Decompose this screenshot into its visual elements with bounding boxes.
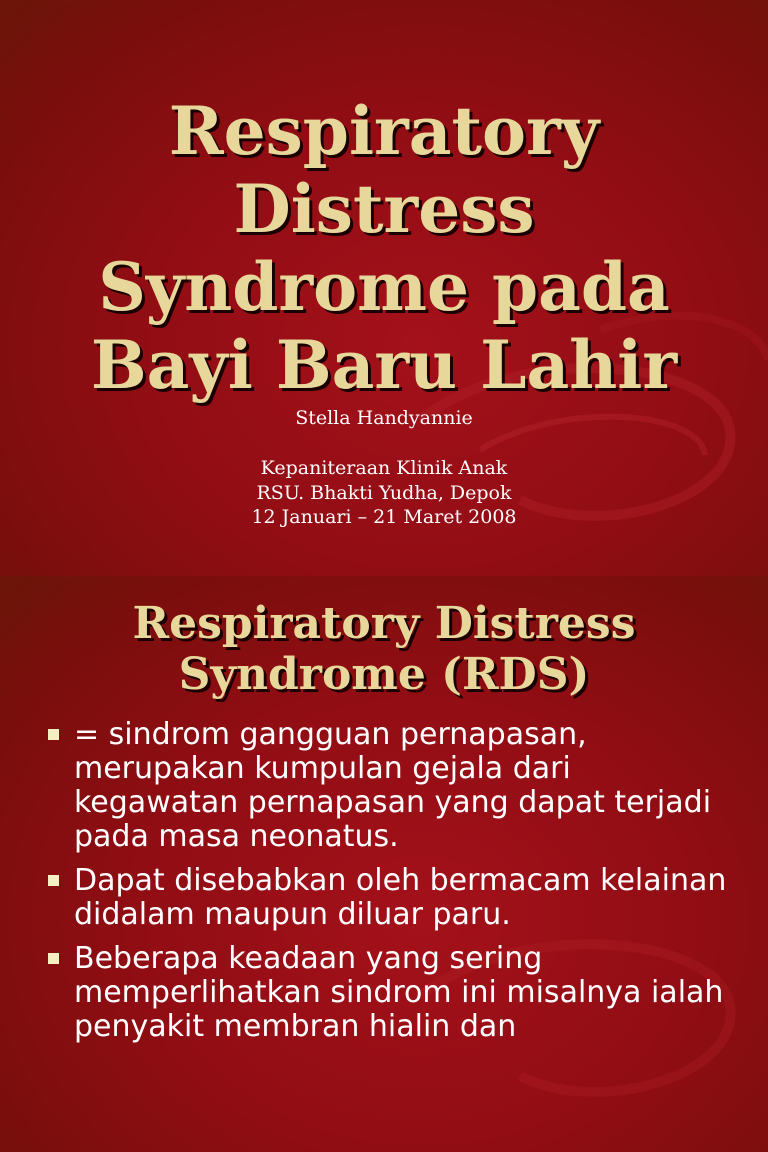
info-line: RSU. Bhakti Yudha, Depok xyxy=(256,481,512,504)
list-item xyxy=(44,942,744,1044)
info-line: Kepaniteraan Klinik Anak xyxy=(260,457,508,479)
author-name: Stella Handyannie xyxy=(295,407,473,429)
title-line: Syndrome pada xyxy=(98,248,670,326)
title-line: Bayi Baru Lahir xyxy=(90,326,678,404)
page-title xyxy=(0,92,768,404)
section-title xyxy=(0,598,768,700)
square-bullet-icon xyxy=(48,729,59,740)
slide-definition xyxy=(0,576,768,1152)
bullet-text: Dapat disebabkan oleh bermacam kelainan didalam maupun diluar paru. xyxy=(74,863,727,932)
square-bullet-icon xyxy=(48,953,59,964)
square-bullet-icon xyxy=(48,875,59,886)
bullet-text: = sindrom gangguan pernapasan, merupakan kumpulan gejala dari kegawatan pernapasan yang dapat terjadi pada masa neonatus. xyxy=(74,717,712,854)
title-line: Syndrome (RDS) xyxy=(178,649,590,700)
title-line: Distress xyxy=(233,170,535,248)
info-line: 12 Januari – 21 Maret 2008 xyxy=(251,506,517,528)
bullet-text: Beberapa keadaan yang sering memperlihatkan sindrom ini misalnya ialah penyakit membran hialin dan xyxy=(74,941,724,1044)
list-item xyxy=(44,864,744,932)
bullet-list xyxy=(44,718,744,1054)
list-item xyxy=(44,718,744,854)
title-line: Respiratory xyxy=(168,92,600,170)
title-line: Respiratory Distress xyxy=(132,598,636,649)
presentation-info xyxy=(0,456,768,530)
